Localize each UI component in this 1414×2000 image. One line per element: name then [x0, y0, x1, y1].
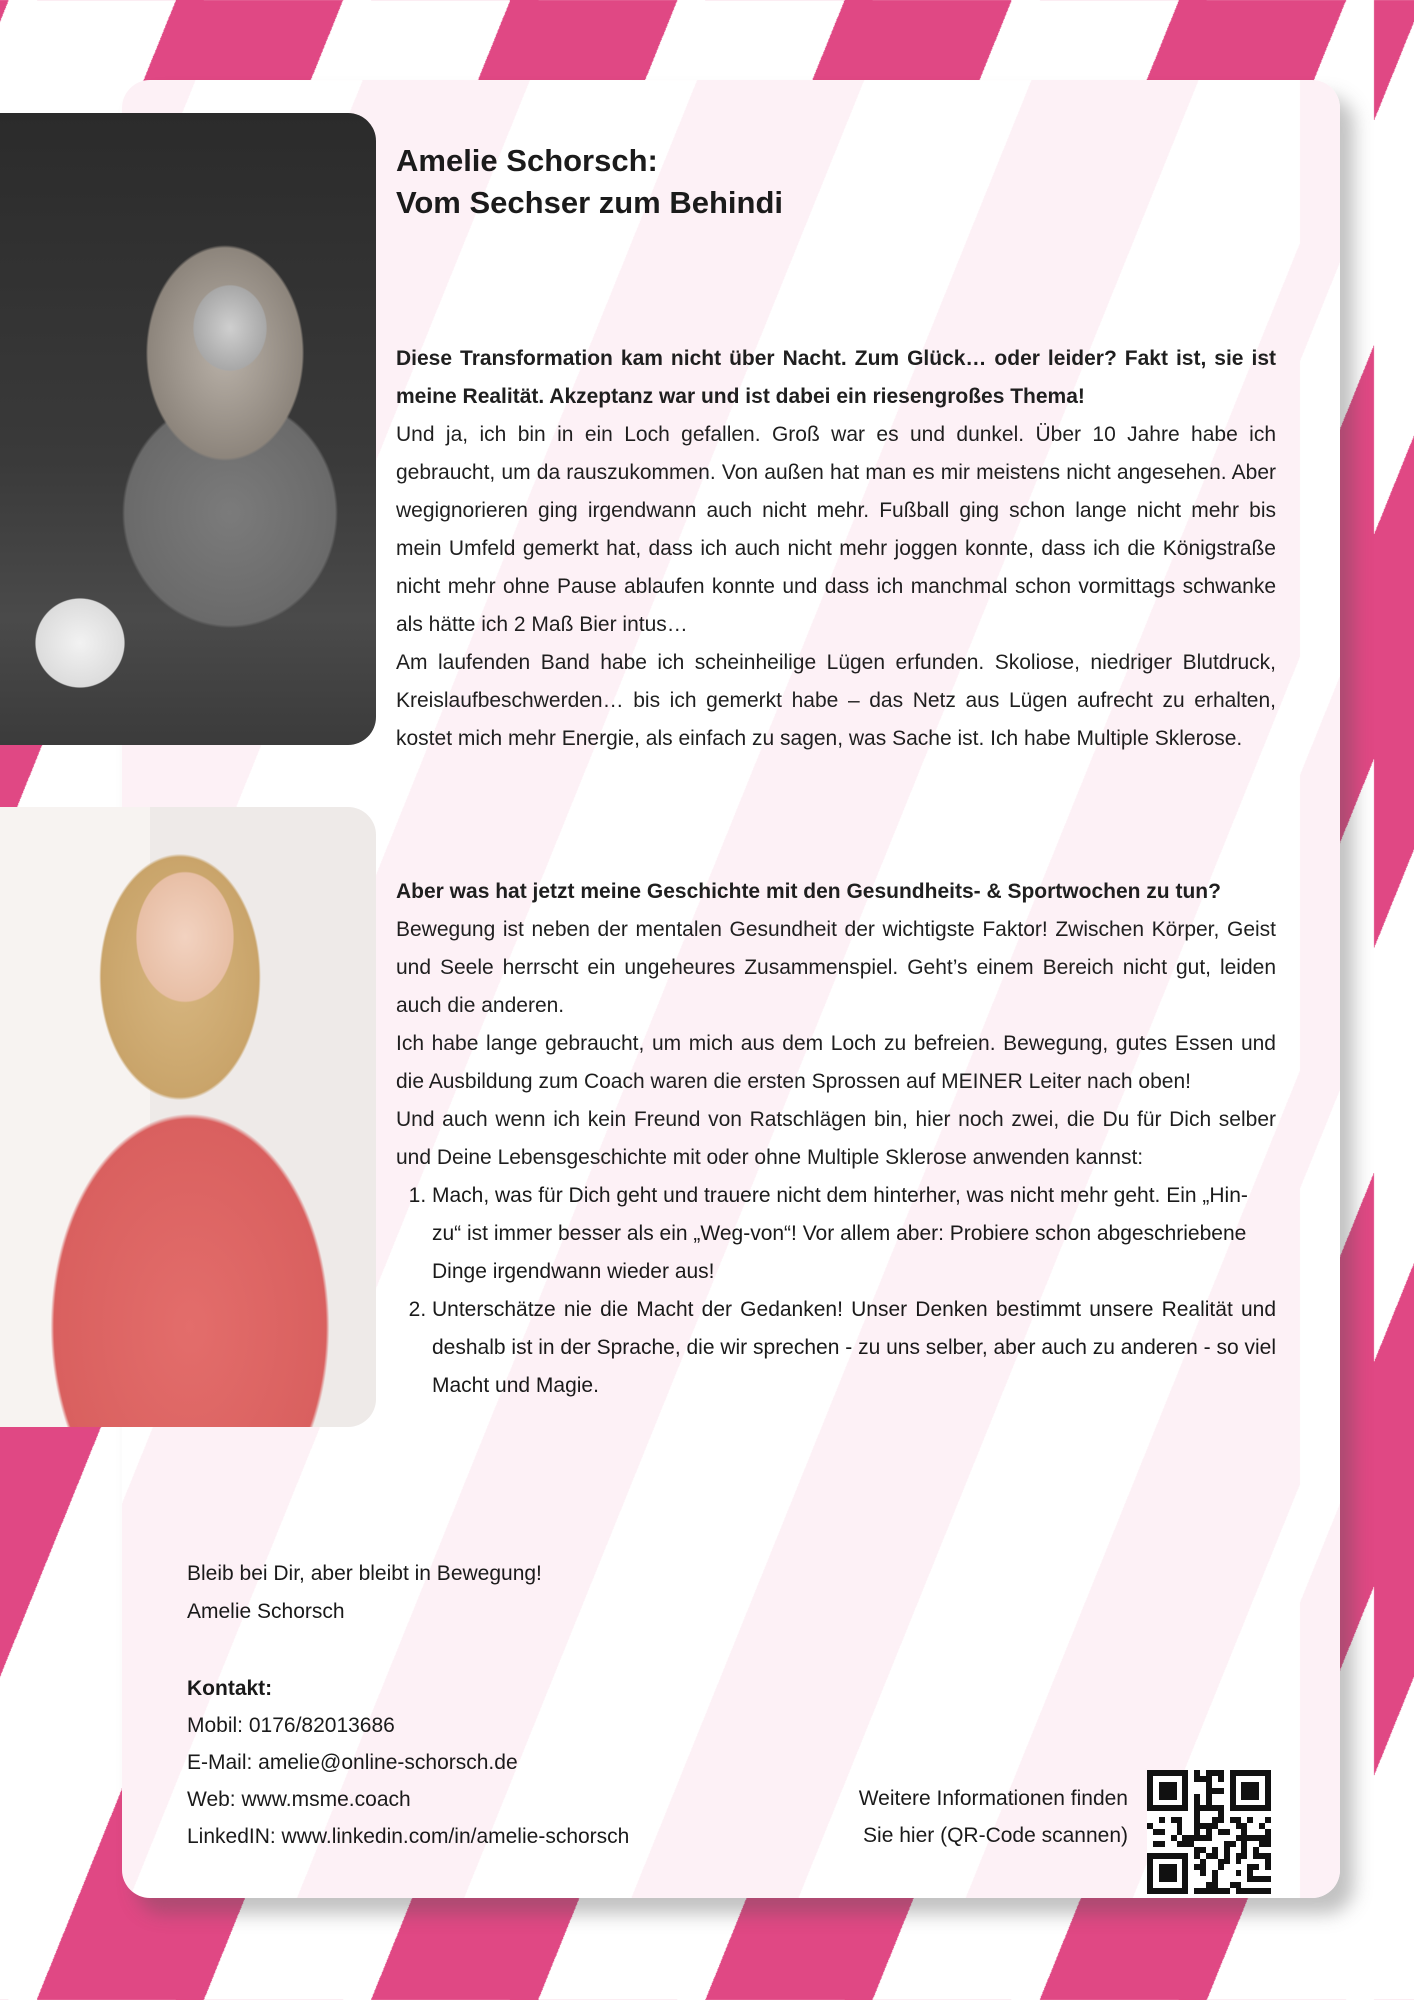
intro-section: [396, 340, 1276, 758]
intro-paragraph-2: Am laufenden Band habe ich scheinheilige Lügen erfunden. Skoliose, niedriger Blutdruck, Kreislaufbeschwerden… bis ich gemerkt habe – das Netz aus Lügen aufrecht zu erhalten, kostet mich mehr Energie, als einfach zu sagen, was Sache ist. Ich habe Multiple Sklerose.: [396, 651, 1276, 750]
photo-young-footballer: [0, 113, 376, 745]
article: [396, 140, 1276, 1397]
section-2-heading: Aber was hat jetzt meine Geschichte mit den Gesundheits- & Sportwochen zu tun?: [396, 880, 1221, 903]
contact-block: [187, 1670, 629, 1855]
tips-list: [396, 1177, 1276, 1405]
title-line-2: Vom Sechser zum Behindi: [396, 185, 784, 220]
section-2-paragraph-2: Ich habe lange gebraucht, um mich aus dem Loch zu befreien. Bewegung, gutes Essen und die Ausbildung zum Coach waren die ersten Sprossen auf MEINER Leiter nach oben!: [396, 1032, 1276, 1093]
qr-caption-line-2: Sie hier (QR-Code scannen): [863, 1824, 1128, 1847]
photo-young-alt: [12, 723, 334, 735]
page-title: [396, 140, 1276, 224]
qr-caption-line-1: Weitere Informationen finden: [858, 1787, 1128, 1810]
contact-linkedin-link[interactable]: LinkedIN: www.linkedin.com/in/amelie-schorsch: [187, 1825, 630, 1848]
title-line-1: Amelie Schorsch:: [396, 143, 658, 178]
photo-portrait: [0, 807, 376, 1427]
intro-lead: Diese Transformation kam nicht über Nacht. Zum Glück… oder leider? Fakt ist, sie ist meine Realität. Akzeptanz war und ist dabei ein riesengroßes Thema!: [396, 347, 1276, 408]
signoff-name: Amelie Schorsch: [187, 1600, 345, 1623]
signoff-line: Bleib bei Dir, aber bleibt in Bewegung!: [187, 1562, 542, 1585]
section-2: [396, 873, 1276, 1405]
qr-caption: [770, 1780, 1128, 1854]
tip-item: 2. Unterschätze nie die Macht der Gedanken! Unser Denken bestimmt unsere Realität und deshalb ist in der Sprache, die wir sprechen - zu uns selber, aber auch zu anderen - so viel Macht und Magie.: [432, 1291, 1276, 1405]
signoff: [187, 1555, 542, 1631]
intro-paragraph-1: Und ja, ich bin in ein Loch gefallen. Groß war es und dunkel. Über 10 Jahre habe ich gebraucht, um da rauszukommen. Von außen hat man es mir meistens nicht angesehen. Aber wegignorieren ging irgendwann auch nicht mehr. Fußball ging schon lange nicht mehr bis mein Umfeld gemerkt hat, dass ich auch nicht mehr joggen konnte, dass ich die Königstraße nicht mehr ohne Pause ablaufen konnte und dass ich manchmal schon vormittags schwanke als hätte ich 2 Maß Bier intus…: [396, 423, 1276, 636]
contact-web-link[interactable]: Web: www.msme.coach: [187, 1788, 411, 1811]
section-2-paragraph-3: Und auch wenn ich kein Freund von Ratschlägen bin, hier noch zwei, die Du für Dich selber und Deine Lebensgeschichte mit oder ohne Multiple Sklerose anwenden kannst:: [396, 1108, 1276, 1169]
qr-code-icon[interactable]: [1147, 1770, 1271, 1894]
tip-item: 1. Mach, was für Dich geht und trauere nicht dem hinterher, was nicht mehr geht. Ein „Hin-zu“ ist immer besser als ein „Weg-von“! Vor allem aber: Probiere schon abgeschriebene Dinge irgendwann wieder aus!: [432, 1177, 1276, 1291]
contact-heading: Kontakt:: [187, 1677, 273, 1700]
contact-email-link[interactable]: E-Mail: amelie@online-schorsch.de: [187, 1751, 518, 1774]
contact-mobile[interactable]: Mobil: 0176/82013686: [187, 1714, 395, 1737]
photo-portrait-alt: [12, 1405, 286, 1417]
section-2-paragraph-1: Bewegung ist neben der mentalen Gesundheit der wichtigste Faktor! Zwischen Körper, Geist und Seele herrscht ein ungeheures Zusammenspiel. Geht’s einem Bereich nicht gut, leiden auch die anderen.: [396, 918, 1276, 1017]
